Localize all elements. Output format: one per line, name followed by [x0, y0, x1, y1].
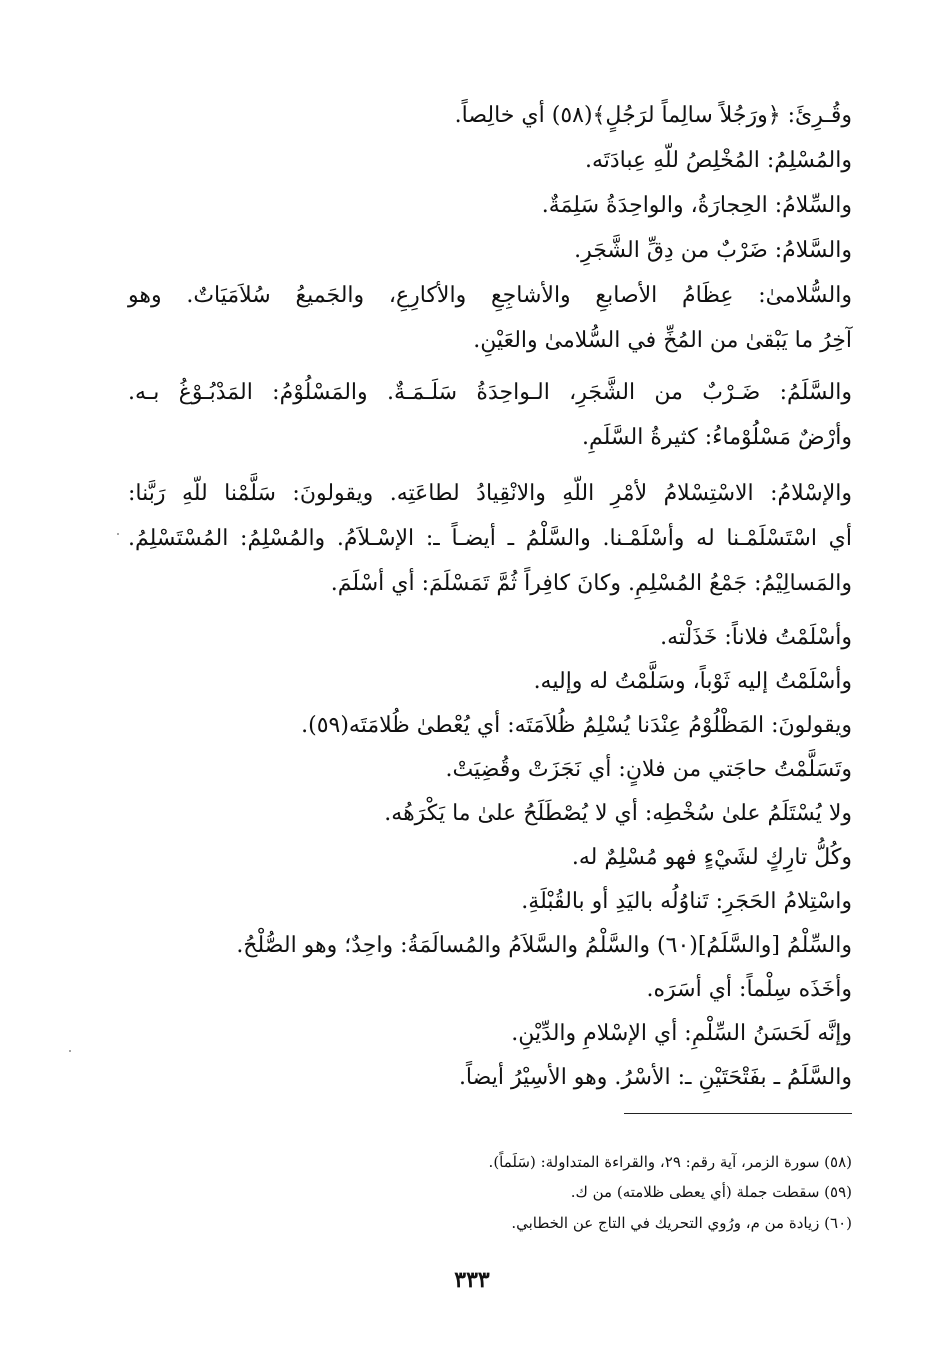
text-line-18: واسْتِلامُ الحَجَرِ: تَناوُلُه باليَدِ أو بالقُبْلَةِ. [521, 889, 852, 914]
text-line-2: والمُسْلِمُ: المُخْلِصُ للّهِ عِبادَتَه. [584, 148, 852, 173]
text-line-20: وأخَذَه سِلْماً: أي أسَرَه. [646, 977, 852, 1002]
text-line-14: ويقولونَ: المَظْلُوْمُ عِنْدَنا يُسْلِمُ ظُلاَمَتَه: أي يُعْطىٰ ظُلامَتَه(٥٩). [301, 713, 852, 738]
text-line-3: والسِّلامُ: الحِجارَةُ، والواحِدَةُ سَلِمَةٌ. [541, 193, 852, 218]
text-line-12: وأسْلَمْتُ فلاناً: خَذَلْته. [660, 625, 852, 650]
footnote-58: (٥٨) سورة الزمر، آية رقم: ٢٩، والقراءة المتداولة: (سَلَماً). [488, 1153, 852, 1171]
text-line-13: وأسْلَمْتُ إليه ثَوْباً، وسَلَّمْتُ له وإليه. [533, 669, 852, 694]
footnote-separator [624, 1113, 852, 1114]
text-line-16: ولا يُسْتَلَمُ علىٰ سُخْطِه: أي لا يُصْطَلَحُ علىٰ ما يَكْرَهُه. [384, 801, 852, 826]
text-line-10: أي اسْتَسْلَمْـنا له وأسْلَمْـنا. والسَّلْمُ ـ أيضـاً ـ: الإسْـلاَمُ. والمُسْلِمُ: المُسْتَسْلِمُ. [128, 526, 852, 551]
text-line-1: وقُـرِئَ: ﴿ورَجُلاً سالِماً لرَجُلٍ﴾(٥٨) أي خالِصاً. [454, 103, 852, 128]
scan-speck [69, 1050, 71, 1052]
footnote-59: (٥٩) سقطت جملة (أي يعطى ظلامته) من ك. [570, 1183, 852, 1201]
text-line-4: والسَّلامُ: ضَرْبٌ من دِقِّ الشَّجَرِ. [574, 238, 852, 263]
text-line-22: والسَّلَمُ ـ بفَتْحَتَيْنِ ـ: الأسْرُ. وهو الأسِيْرُ أيضاً. [458, 1065, 852, 1090]
text-line-19: والسِّلْمُ [والسَّلَمُ](٦٠) والسَّلْمُ والسَّلاَمُ والمُسالَمَةُ: واحِدٌ؛ وهو الصُّلْحُ. [236, 933, 852, 958]
text-line-9: والإسْلامُ: الاسْتِسْلامُ لأمْرِ اللّهِ والانْقِيادُ لطاعَتِه. ويقولونَ: سَلَّمْنا للّهِ رَبَّنا: [128, 481, 852, 506]
scan-speck [117, 533, 119, 535]
text-line-8: وأرْضٌ مَسْلُوْماءُ: كثيرةُ السَّلَمِ. [581, 425, 852, 450]
text-line-15: وتَسَلَّمْتُ حاجَتي من فلانٍ: أي نَجَزَتْ وقُضِيَتْ. [445, 757, 852, 782]
text-line-11: والمَسالِيْمُ: جَمْعُ المُسْلِمِ. وكانَ كافِراً ثُمَّ تَمَسْلَمَ: أي أسْلَمَ. [330, 571, 852, 596]
text-line-21: وإنَّه لَحَسَنُ السِّلْمِ: أي الإسْلامِ والدِّيْنِ. [511, 1021, 852, 1046]
text-line-7: والسَّلَمُ: ضَـرْبٌ من الشَّجَرِ، الـواحِدَةُ سَلَـمَـةٌ. والمَسْلُوْمُ: المَدْبُـوْغُ بـه. [128, 380, 852, 405]
page-number: ٣٣٣ [454, 1267, 490, 1293]
text-line-6: آخِرُ ما يَبْقىٰ من المُخِّ في السُّلامىٰ والعَيْنِ. [473, 328, 852, 353]
footnote-60: (٦٠) زيادة من م، ورُوي التحريك في التاج عن الخطابي. [511, 1214, 852, 1232]
text-line-5: والسُّلامىٰ: عِظَامُ الأصابعِ والأشاجِعِ والأكارِعِ، والجَميعُ سُلاَمَيَاتٌ. وهو [128, 283, 852, 308]
text-line-17: وكُلُّ تارِكٍ لشَيْءٍ فهو مُسْلِمٌ له. [571, 845, 852, 870]
